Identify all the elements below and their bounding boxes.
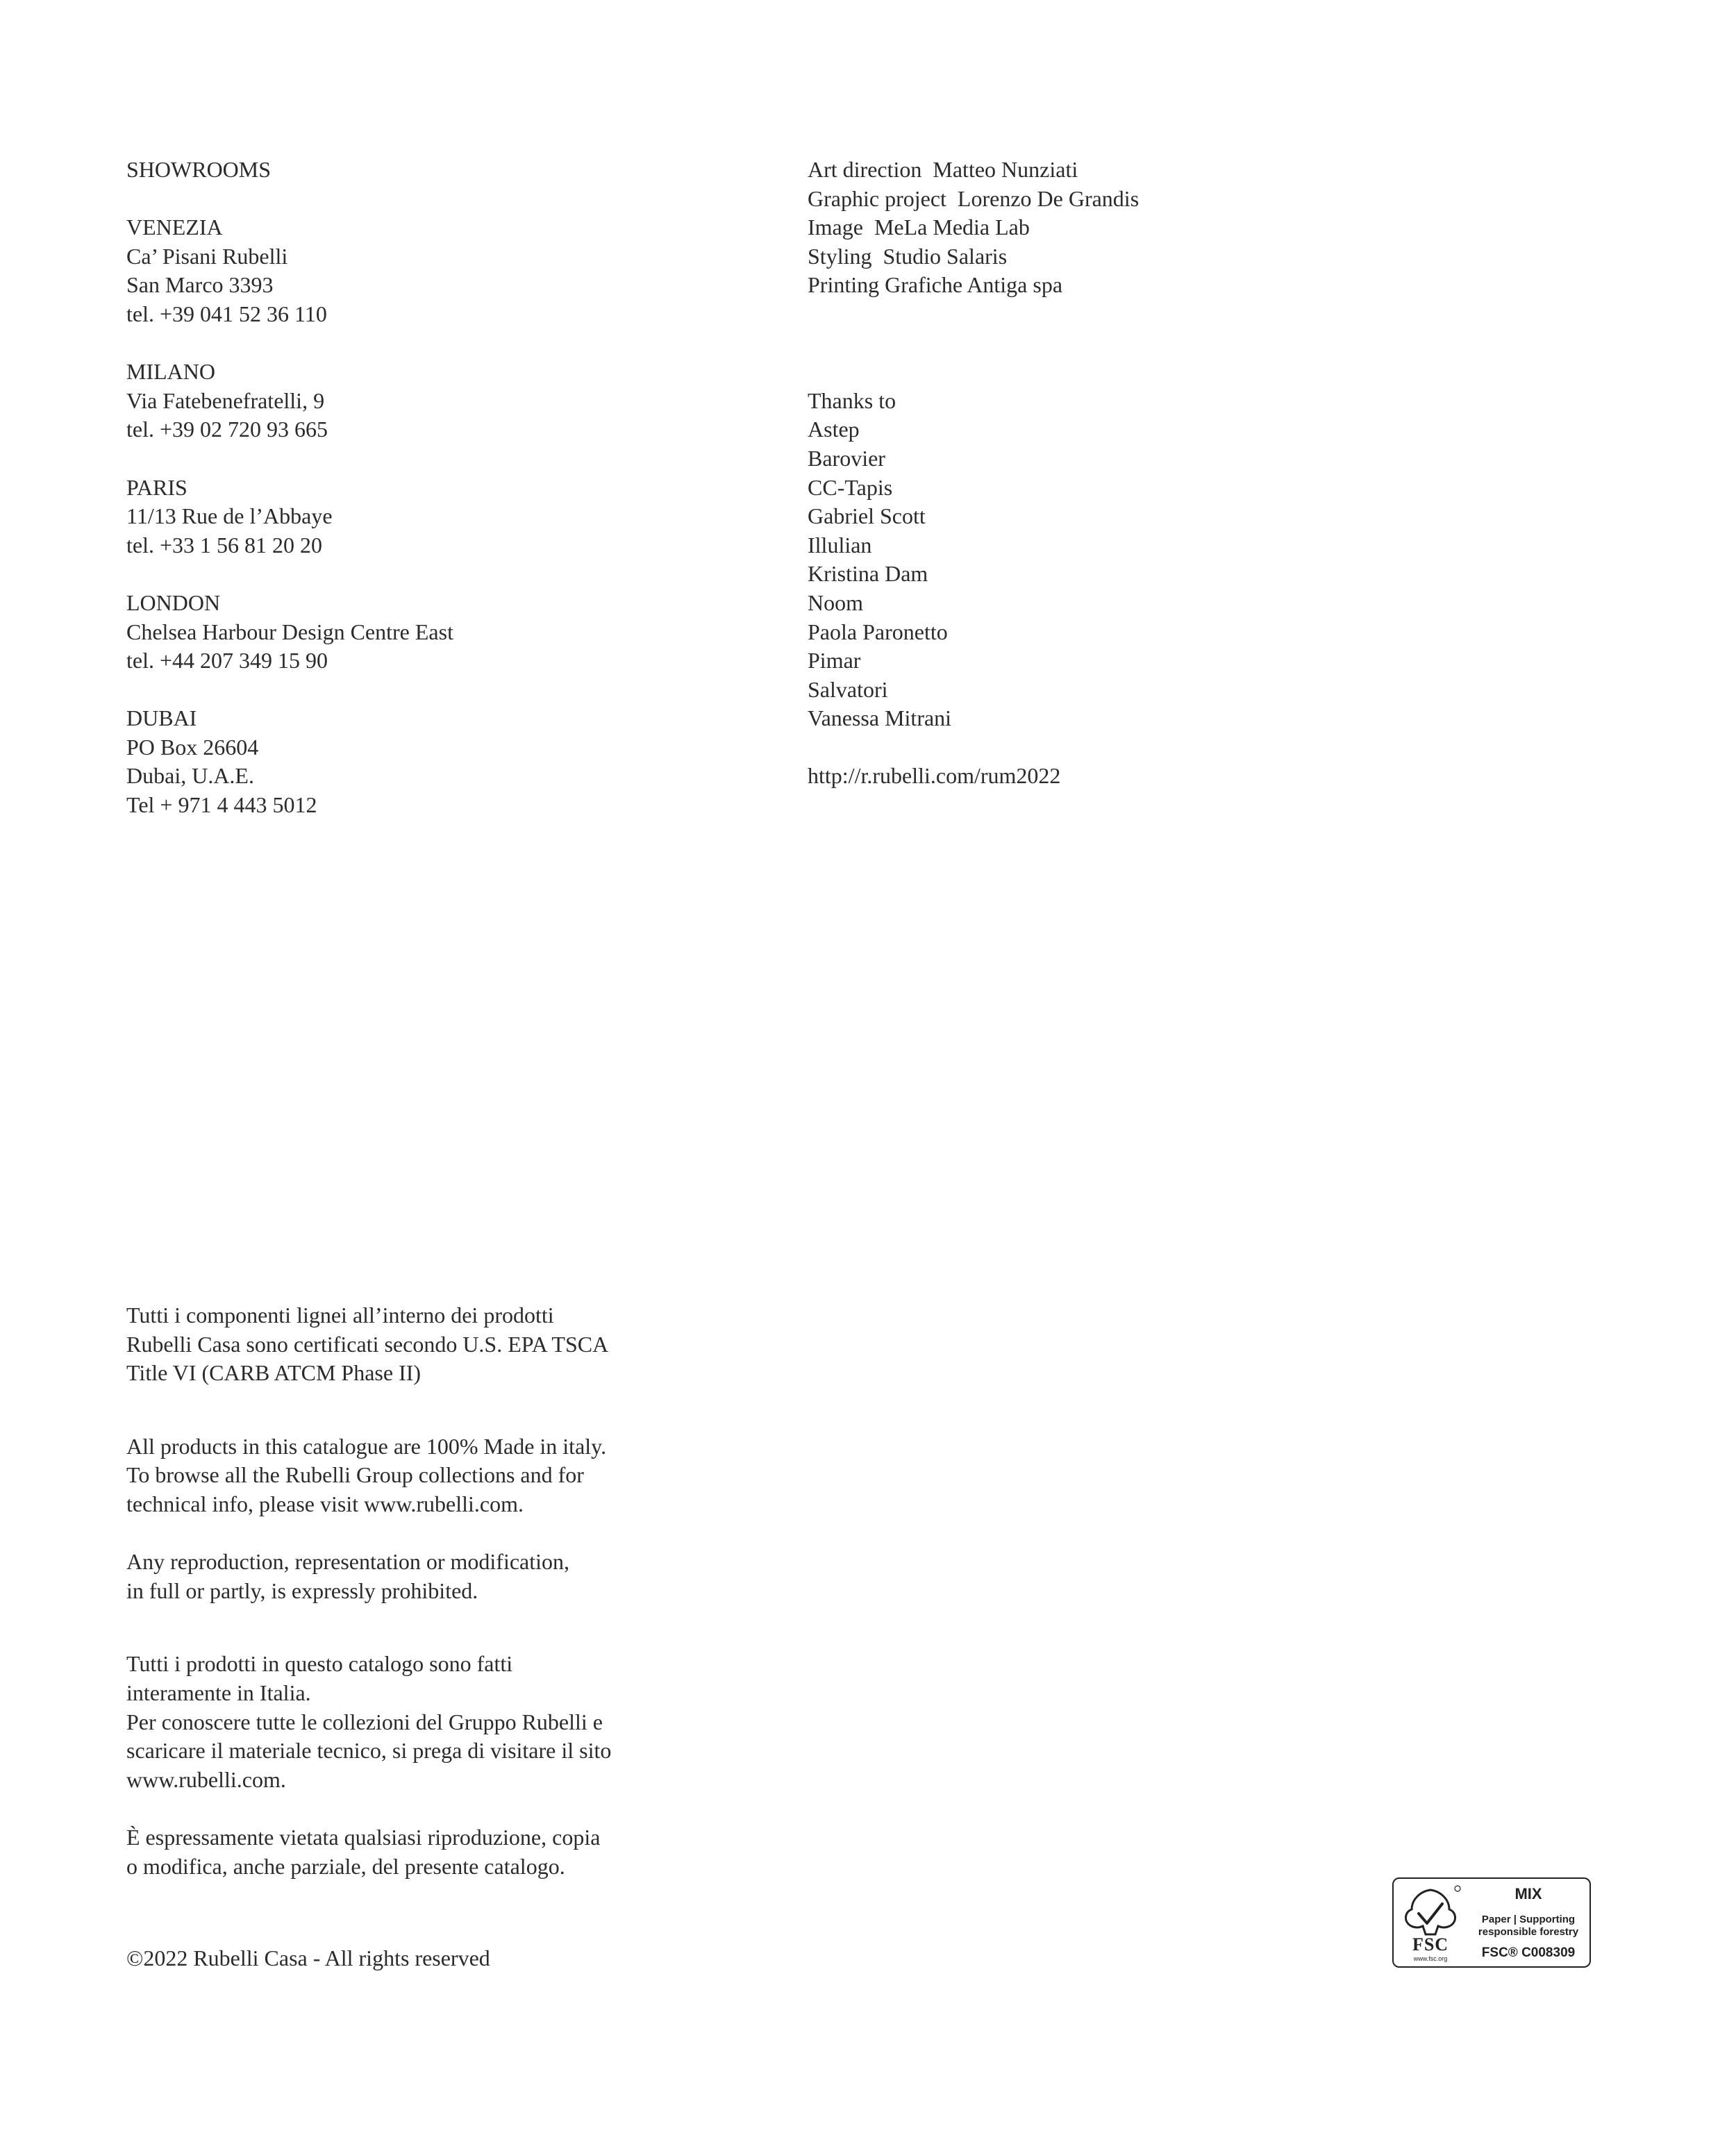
note-line: interamente in Italia. (126, 1680, 311, 1705)
fsc-description-line: Paper | Supporting (1481, 1914, 1576, 1925)
showroom-phone: tel. +39 041 52 36 110 (126, 301, 327, 326)
showroom-address: Dubai, U.A.E. (126, 763, 254, 789)
fsc-license-code: FSC® C008309 (1481, 1945, 1576, 1960)
showroom-city: LONDON (126, 589, 221, 615)
showroom-phone: tel. +33 1 56 81 20 20 (126, 532, 323, 558)
catalogue-url: http://r.rubelli.com/rum2022 (808, 763, 1061, 789)
showroom-address: San Marco 3393 (126, 272, 274, 298)
showrooms-heading: SHOWROOMS (126, 157, 272, 182)
thanks-name: Barovier (808, 445, 885, 471)
fsc-description (1467, 1914, 1589, 1939)
thanks-name: Pimar (808, 648, 861, 673)
showroom-city: VENEZIA (126, 215, 223, 240)
legal-notes (126, 1301, 611, 1881)
thanks-name: Vanessa Mitrani (808, 705, 952, 731)
showroom-city: MILANO (126, 359, 215, 385)
note-line: in full or partly, is expressly prohibited. (126, 1577, 478, 1603)
copyright-notice (126, 1944, 490, 1973)
thanks-heading: Thanks to (808, 387, 896, 413)
credit-line: Styling Studio Salaris (808, 243, 1008, 269)
note-line: Title VI (CARB ATCM Phase II) (126, 1360, 422, 1386)
thanks-name: Paola Paronetto (808, 619, 948, 644)
made-in-italy-note-it (126, 1650, 611, 1794)
reproduction-note-en (126, 1548, 611, 1605)
showroom-city: DUBAI (126, 705, 197, 731)
showroom-phone: tel. +39 02 720 93 665 (126, 417, 328, 442)
note-line: scaricare il materiale tecnico, si prega di visitare il sito (126, 1738, 612, 1764)
showroom-london (126, 589, 453, 676)
showroom-venezia (126, 213, 453, 328)
note-line: È espressamente vietata qualsiasi riproduzione, copia (126, 1824, 601, 1850)
reproduction-note-it (126, 1823, 611, 1881)
note-line: Tutti i prodotti in questo catalogo sono fatti (126, 1651, 513, 1677)
made-in-italy-note-en (126, 1432, 611, 1519)
showroom-address: Ca’ Pisani Rubelli (126, 243, 288, 269)
credit-line: Art direction Matteo Nunziati (808, 157, 1078, 182)
note-line: Rubelli Casa sono certificati secondo U.S. EPA TSCA (126, 1331, 609, 1357)
credits-list (808, 156, 1139, 300)
note-line: o modifica, anche parziale, del presente catalogo. (126, 1853, 565, 1879)
note-line: Per conoscere tutte le collezioni del Gruppo Rubelli e (126, 1709, 603, 1734)
certification-note (126, 1301, 611, 1388)
fsc-logo-url: www.fsc.org (1413, 1955, 1448, 1962)
note-line: www.rubelli.com. (126, 1766, 286, 1792)
fsc-logo-text: FSC (1412, 1934, 1449, 1955)
showroom-dubai (126, 704, 453, 819)
fsc-mix-label: MIX (1514, 1885, 1542, 1902)
showroom-phone: tel. +44 207 349 15 90 (126, 648, 328, 673)
thanks-list (808, 387, 1139, 733)
showroom-address: 11/13 Rue de l’Abbaye (126, 503, 333, 529)
showroom-phone: Tel + 971 4 443 5012 (126, 792, 317, 818)
fsc-description-line: responsible forestry (1478, 1926, 1579, 1938)
note-line: To browse all the Rubelli Group collections and for (126, 1462, 584, 1488)
credit-line: Graphic project Lorenzo De Grandis (808, 185, 1140, 211)
credit-line: Printing Grafiche Antiga spa (808, 272, 1063, 298)
thanks-name: Kristina Dam (808, 561, 928, 587)
showroom-city: PARIS (126, 474, 187, 500)
note-line: All products in this catalogue are 100% Made in italy. (126, 1433, 607, 1459)
showrooms-section (126, 156, 453, 820)
showroom-milano (126, 358, 453, 444)
credits-section (808, 156, 1139, 791)
thanks-name: CC-Tapis (808, 474, 893, 500)
note-line: technical info, please visit www.rubelli.com. (126, 1491, 524, 1516)
showroom-paris (126, 474, 453, 560)
thanks-name: Illulian (808, 532, 872, 558)
showroom-address: PO Box 26604 (126, 734, 259, 760)
thanks-name: Salvatori (808, 676, 888, 702)
fsc-label (1392, 1877, 1591, 1968)
showroom-address: Via Fatebenefratelli, 9 (126, 387, 325, 413)
showroom-address: Chelsea Harbour Design Centre East (126, 619, 453, 644)
note-line: Tutti i componenti lignei all’interno dei prodotti (126, 1303, 554, 1328)
copyright-text: ©2022 Rubelli Casa - All rights reserved (126, 1945, 490, 1970)
thanks-name: Astep (808, 417, 860, 442)
thanks-name: Noom (808, 589, 863, 615)
credit-line: Image MeLa Media Lab (808, 215, 1030, 240)
thanks-name: Gabriel Scott (808, 503, 926, 529)
note-line: Any reproduction, representation or modification, (126, 1549, 570, 1575)
